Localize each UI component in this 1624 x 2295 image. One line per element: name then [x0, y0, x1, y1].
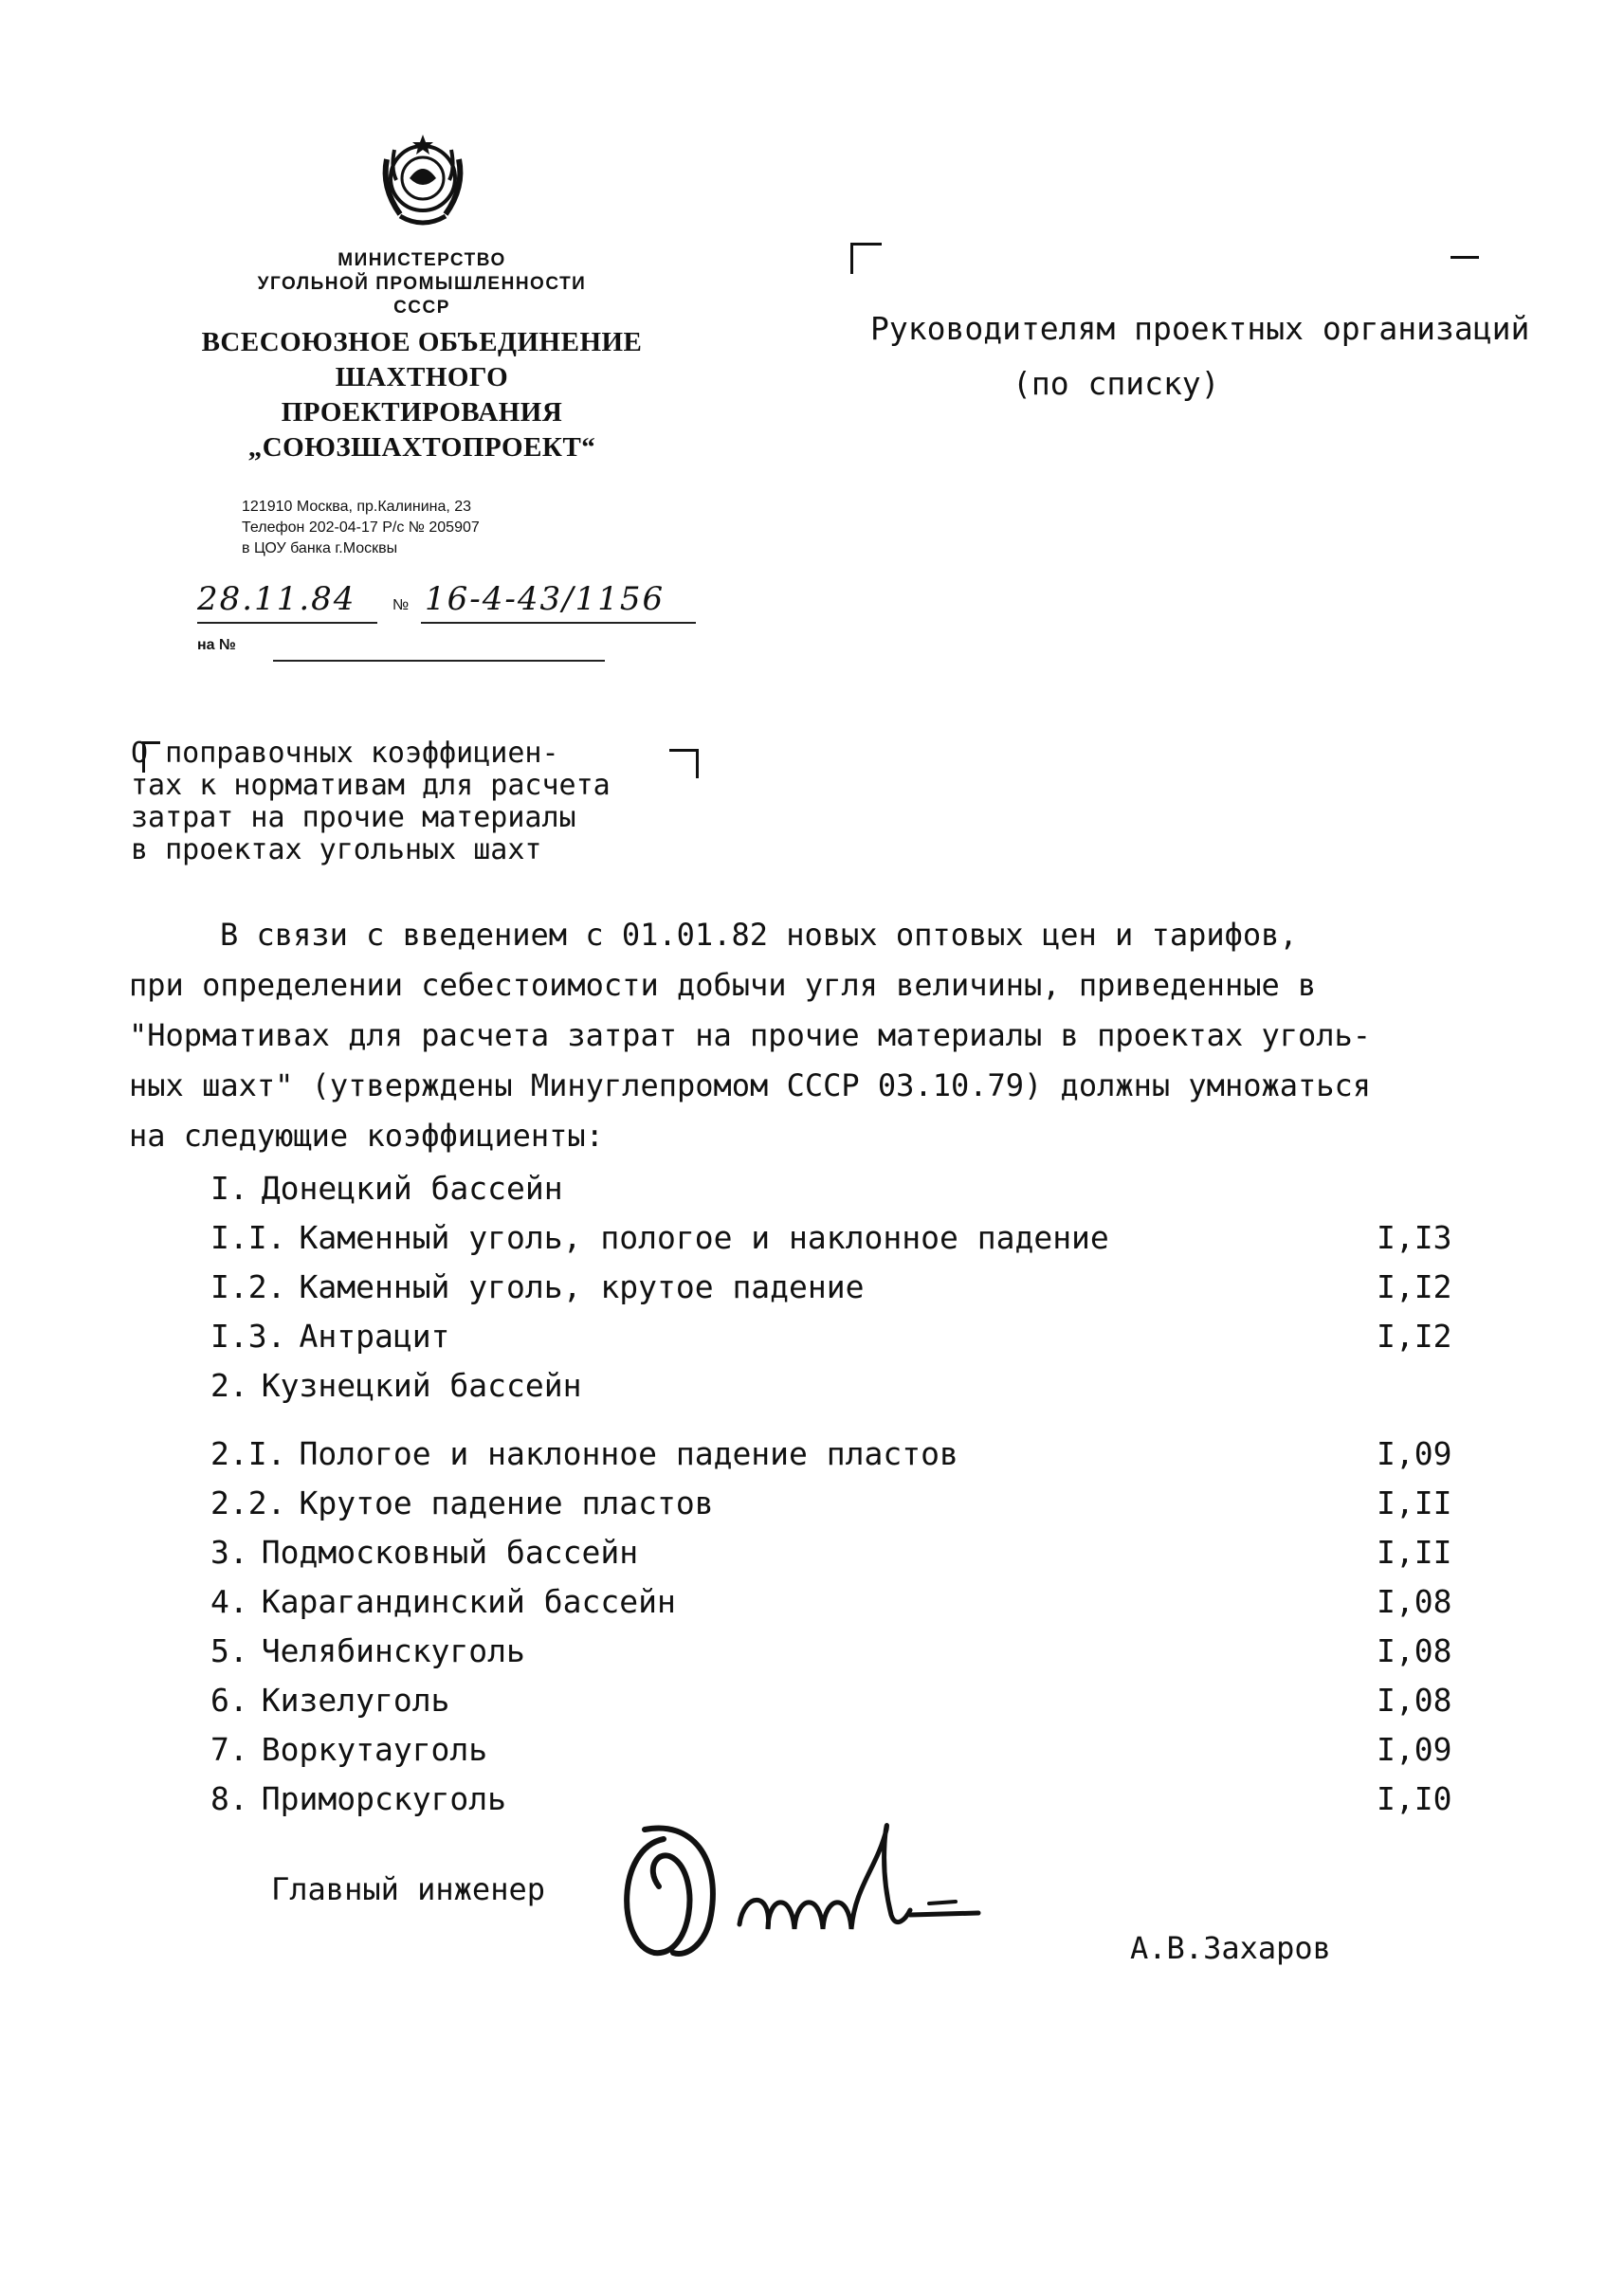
reference-label: на № — [197, 637, 236, 653]
ministry-line: СССР — [393, 298, 450, 318]
body-line: "Нормативах для расчета затрат на прочие материалы в проектах уголь- — [129, 1017, 1372, 1053]
coefficient-label: Пологое и наклонное падение пластов — [299, 1435, 958, 1472]
organization-line: ПРОЕКТИРОВАНИЯ — [281, 397, 563, 428]
coefficient-label: Донецкий бассейн — [261, 1170, 563, 1207]
coefficient-label: Челябинскуголь — [261, 1632, 525, 1669]
addressee-line: (по списку) — [1013, 365, 1220, 402]
coefficient-label: Крутое падение пластов — [299, 1484, 714, 1521]
coefficient-value: I,II — [1377, 1534, 1452, 1571]
addressee-line: Руководителям проектных организаций — [870, 310, 1530, 347]
coefficient-label: Карагандинский бассейн — [261, 1583, 676, 1620]
coefficient-value: I,I3 — [1377, 1219, 1452, 1256]
coefficient-number: 2. — [210, 1367, 248, 1404]
coefficient-value: I,08 — [1377, 1682, 1452, 1719]
handwritten-date: 28.11.84 — [197, 580, 356, 618]
handwritten-number: 16-4-43/1156 — [425, 580, 666, 618]
coefficient-value: I,I0 — [1377, 1780, 1452, 1817]
ussr-emblem-icon — [362, 121, 484, 243]
coefficient-row — [210, 1479, 1481, 1528]
coefficient-number: 2.2. — [210, 1484, 286, 1521]
coefficient-row — [210, 1213, 1481, 1263]
coefficient-number: I. — [210, 1170, 248, 1207]
coefficient-value: I,I2 — [1377, 1318, 1452, 1355]
body-line: при определении себестоимости добычи угля величины, приведенные в — [129, 967, 1317, 1003]
coefficient-number: 4. — [210, 1583, 248, 1620]
number-label: № — [392, 597, 410, 613]
coefficient-value: I,08 — [1377, 1583, 1452, 1620]
signatory-title: Главный инженер — [271, 1871, 545, 1907]
coefficient-row — [210, 1164, 1481, 1213]
coefficient-row — [210, 1627, 1481, 1676]
coefficient-label: Кузнецкий бассейн — [261, 1367, 582, 1404]
coefficient-row — [210, 1312, 1481, 1361]
subject-line: О поправочных коэффициен- — [131, 737, 559, 770]
coefficient-label: Подмосковный бассейн — [261, 1534, 639, 1571]
coefficient-value: I,II — [1377, 1484, 1452, 1521]
coefficient-number: 6. — [210, 1682, 248, 1719]
coefficient-row — [210, 1725, 1481, 1775]
coefficient-number: 3. — [210, 1534, 248, 1571]
address-line: в ЦОУ банка г.Москвы — [242, 540, 398, 556]
coefficient-row — [210, 1577, 1481, 1627]
ministry-line: МИНИСТЕРСТВО — [338, 250, 506, 270]
coefficient-label: Антрацит — [299, 1318, 450, 1355]
body-line: В связи с введением с 01.01.82 новых оптовых цен и тарифов, — [220, 917, 1298, 953]
coefficient-value: I,I2 — [1377, 1268, 1452, 1305]
registration-line — [197, 580, 709, 628]
coefficient-value: I,09 — [1377, 1731, 1452, 1768]
subject-line: тах к нормативам для расчета — [131, 769, 611, 802]
subject-line: затрат на прочие материалы — [131, 801, 576, 834]
date-underline — [197, 622, 377, 624]
coefficient-label: Каменный уголь, пологое и наклонное падение — [299, 1219, 1109, 1256]
coefficient-value: I,08 — [1377, 1632, 1452, 1669]
organization-line: ВСЕСОЮЗНОЕ ОБЪЕДИНЕНИЕ — [201, 327, 643, 357]
address-line: 121910 Москва, пр.Калинина, 23 — [242, 499, 472, 515]
body-paragraph — [129, 910, 1551, 1161]
address-corner-mark — [1451, 256, 1479, 259]
coefficient-number: I.2. — [210, 1268, 286, 1305]
reference-underline — [273, 660, 605, 662]
letterhead — [199, 248, 645, 465]
organization-name: „СОЮЗШАХТОПРОЕКТ“ — [247, 432, 596, 463]
addressee-block — [870, 301, 1600, 411]
body-line: ных шахт" (утверждены Минуглепромом СССР 03.10.79) должны умножаться — [129, 1067, 1372, 1103]
subject-line: в проектах угольных шахт — [131, 833, 542, 866]
coefficient-label: Кизелуголь — [261, 1682, 450, 1719]
coefficient-value: I,09 — [1377, 1435, 1452, 1472]
coefficient-label: Воркутауголь — [261, 1731, 488, 1768]
coefficient-number: 2.I. — [210, 1435, 286, 1472]
number-underline — [421, 622, 696, 624]
coefficient-number: 8. — [210, 1780, 248, 1817]
organization-line: ШАХТНОГО — [335, 362, 509, 392]
coefficient-number: I.3. — [210, 1318, 286, 1355]
subject-block — [131, 738, 719, 866]
coefficient-row — [210, 1430, 1481, 1479]
coefficient-row — [210, 1676, 1481, 1725]
coefficient-number: I.I. — [210, 1219, 286, 1256]
coefficient-row — [210, 1361, 1481, 1411]
address-corner-mark — [850, 243, 882, 274]
body-line: на следующие коэффициенты: — [129, 1118, 604, 1154]
ministry-line: УГОЛЬНОЙ ПРОМЫШЛЕННОСТИ — [257, 274, 587, 294]
reference-line — [197, 637, 605, 665]
address-line: Телефон 202-04-17 Р/с № 205907 — [242, 519, 480, 536]
address-block — [242, 497, 480, 559]
coefficient-list — [210, 1164, 1481, 1824]
coefficient-label: Приморскуголь — [261, 1780, 507, 1817]
handwritten-signature — [607, 1801, 1005, 1972]
signatory-name: А.В.Захаров — [1130, 1930, 1331, 1966]
coefficient-number: 5. — [210, 1632, 248, 1669]
coefficient-row — [210, 1528, 1481, 1577]
coefficient-number: 7. — [210, 1731, 248, 1768]
coefficient-row — [210, 1263, 1481, 1312]
coefficient-label: Каменный уголь, крутое падение — [299, 1268, 865, 1305]
